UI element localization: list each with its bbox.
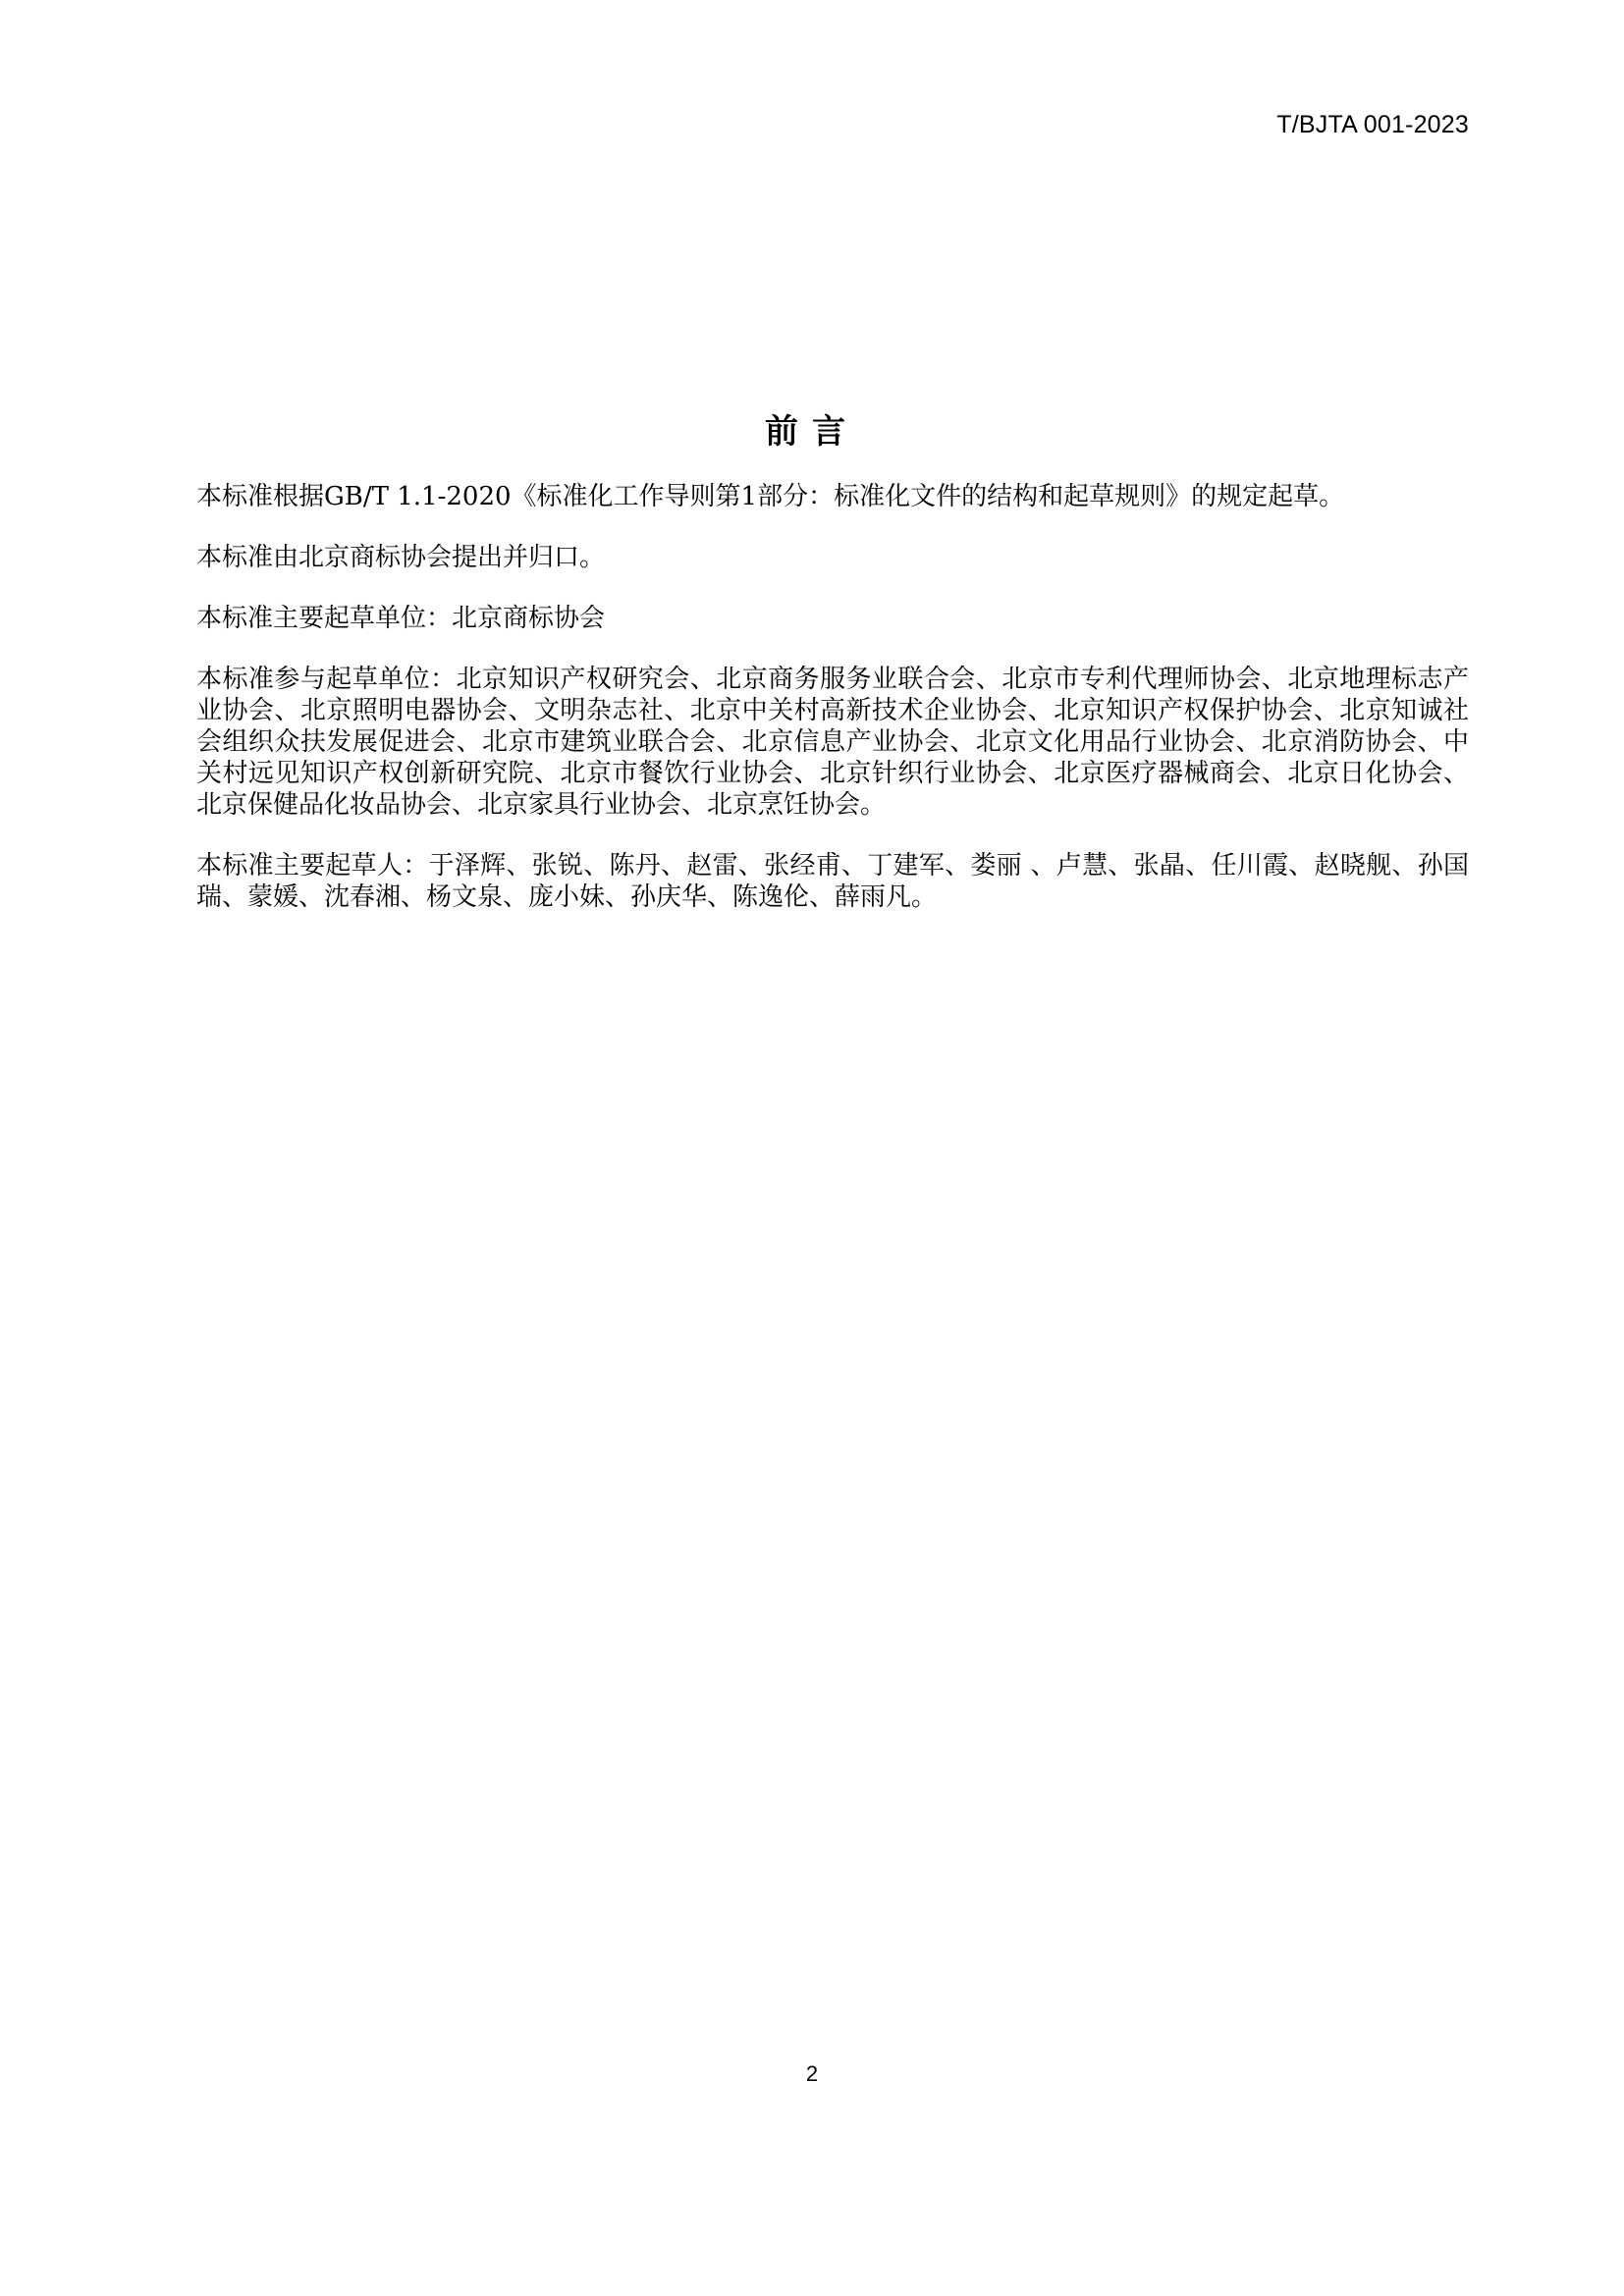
paragraph-main-drafting-unit: 本标准主要起草单位：北京商标协会 bbox=[196, 604, 606, 633]
page-number: 2 bbox=[805, 2061, 819, 2086]
page-title: 前言 bbox=[765, 412, 859, 452]
paragraph-drafting-basis: 本标准根据GB/T 1.1-2020《标准化工作导则第1部分：标准化文件的结构和起草规则》的规定起草。 bbox=[196, 482, 1345, 511]
paragraph-proposer: 本标准由北京商标协会提出并归口。 bbox=[196, 543, 606, 572]
paragraph-main-drafters: 本标准主要起草人：于泽辉、张锐、陈丹、赵雷、张经甫、丁建军、娄丽 、卢慧、张晶、任川霞、赵晓舰、孙国瑞、蒙媛、沈春湘、杨文泉、庞小妹、孙庆华、陈逸伦、薛雨凡。 bbox=[196, 851, 1469, 912]
document-body bbox=[196, 481, 1469, 942]
paragraph-participating-units: 本标准参与起草单位：北京知识产权研究会、北京商务服务业联合会、北京市专利代理师协会、北京地理标志产业协会、北京照明电器协会、文明杂志社、北京中关村高新技术企业协会、北京知识产权保护协会、北京知诚社会组织众扶发展促进会、北京市建筑业联合会、北京信息产业协会、北京文化用品行业协会、北京消防协会、中关村远见知识产权创新研究院、北京市餐饮行业协会、北京针织行业协会、北京医疗器械商会、北京日化协会、北京保健品化妆品协会、北京家具行业协会、北京烹饪协会。 bbox=[196, 665, 1469, 820]
document-code: T/BJTA 001-2023 bbox=[1276, 111, 1469, 138]
